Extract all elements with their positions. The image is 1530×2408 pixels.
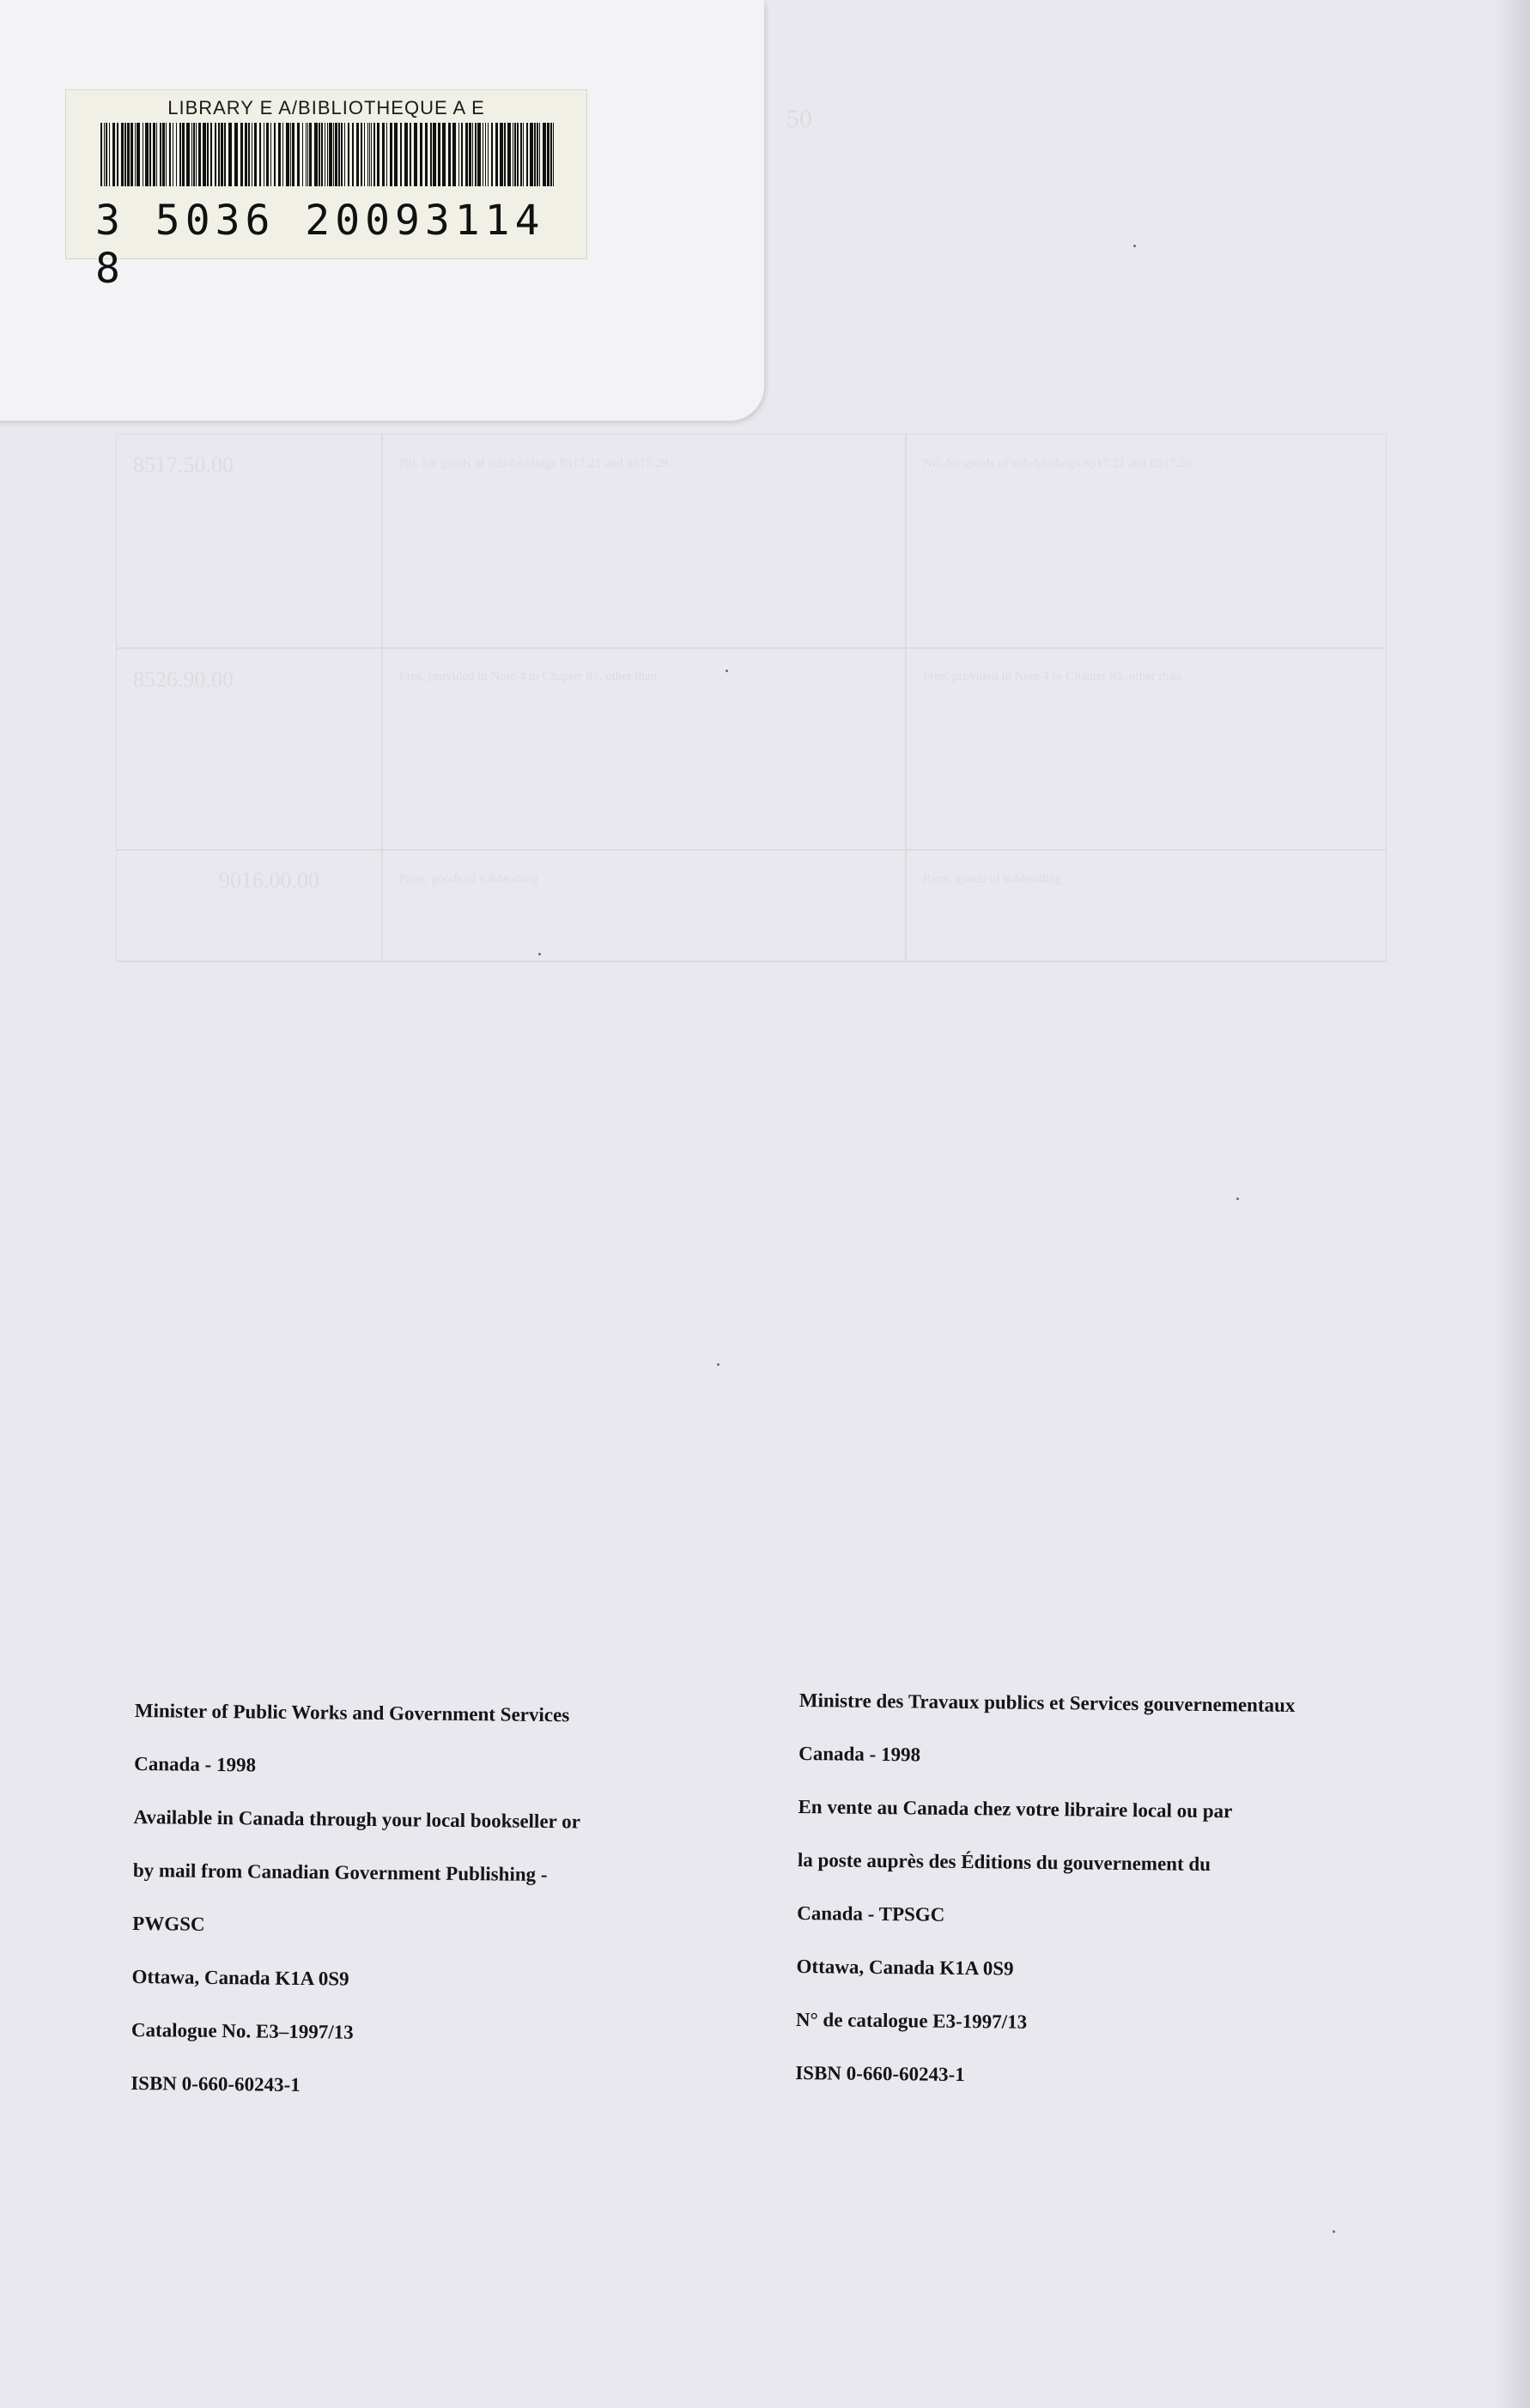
imprint-fr-line-3: En vente au Canada chez votre libraire local ou par bbox=[798, 1795, 1233, 1823]
bleed-through-table bbox=[116, 434, 1387, 966]
dust-speck bbox=[538, 953, 541, 955]
imprint-en-line-4: by mail from Canadian Government Publishing - bbox=[132, 1859, 548, 1886]
dust-speck bbox=[726, 670, 728, 672]
imprint-en-line-3: Available in Canada through your local bookseller or bbox=[133, 1805, 580, 1833]
page-edge-shadow bbox=[1496, 0, 1530, 2408]
imprint-english bbox=[131, 1698, 582, 2128]
bleed-through-page-number: 50 bbox=[786, 105, 812, 133]
imprint-fr-line-7: N° de catalogue E3-1997/13 bbox=[795, 2008, 1028, 2033]
bleed-fr-cell-3: Parts, goods of subheading bbox=[923, 872, 1062, 886]
barcode-label-title: LIBRARY E A/BIBLIOTHEQUE A E bbox=[167, 97, 485, 118]
dust-speck bbox=[1133, 245, 1136, 247]
dust-speck bbox=[717, 1363, 719, 1366]
library-barcode-label bbox=[65, 89, 587, 293]
barcode-number: 3 5036 20093114 8 bbox=[95, 197, 545, 293]
imprint-french bbox=[795, 1688, 1296, 2119]
dust-speck bbox=[1333, 2230, 1335, 2233]
bleed-code-3: 9016.00.00 bbox=[219, 868, 319, 893]
imprint-en-line-2: Canada - 1998 bbox=[134, 1752, 257, 1776]
bleed-en-cell-3: Parts, goods of subheading bbox=[399, 872, 538, 886]
imprint-fr-line-1: Ministre des Travaux publics et Services gouvernementaux bbox=[798, 1689, 1296, 1717]
imprint-fr-line-2: Canada - 1998 bbox=[798, 1742, 921, 1766]
bleed-code-1: 8517.50.00 bbox=[133, 452, 234, 477]
imprint-en-line-5: PWGSC bbox=[132, 1912, 205, 1935]
dust-speck bbox=[1236, 1198, 1239, 1200]
imprint-en-line-6: Ottawa, Canada K1A 0S9 bbox=[131, 1965, 349, 1990]
bleed-en-cell-2: Free, provided in Note 4 to Chapter 85, other than bbox=[399, 670, 658, 683]
imprint-en-line-7: Catalogue No. E3–1997/13 bbox=[131, 2018, 354, 2043]
bleed-en-cell-1: Nil, for goods of sub-headings 8517.21 and 8517.29 bbox=[399, 457, 669, 470]
imprint-fr-line-5: Canada - TPSGC bbox=[797, 1902, 945, 1926]
imprint-fr-line-4: la poste auprès des Éditions du gouvernement du bbox=[797, 1848, 1211, 1876]
imprint-fr-line-8: ISBN 0-660-60243-1 bbox=[795, 2061, 965, 2086]
imprint-en-line-1: Minister of Public Works and Government Services bbox=[134, 1699, 570, 1726]
bleed-fr-cell-2: Free, provided in Note 4 to Chapter 85, other than bbox=[923, 670, 1181, 683]
bleed-code-2: 8526.90.00 bbox=[133, 667, 234, 692]
imprint-en-line-8: ISBN 0-660-60243-1 bbox=[131, 2071, 301, 2096]
barcode-icon bbox=[100, 123, 556, 186]
imprint-fr-line-6: Ottawa, Canada K1A 0S9 bbox=[796, 1955, 1014, 1980]
bleed-fr-cell-1: Nil, for goods of sub-headings 8517.21 and 8517.29 bbox=[923, 457, 1193, 470]
